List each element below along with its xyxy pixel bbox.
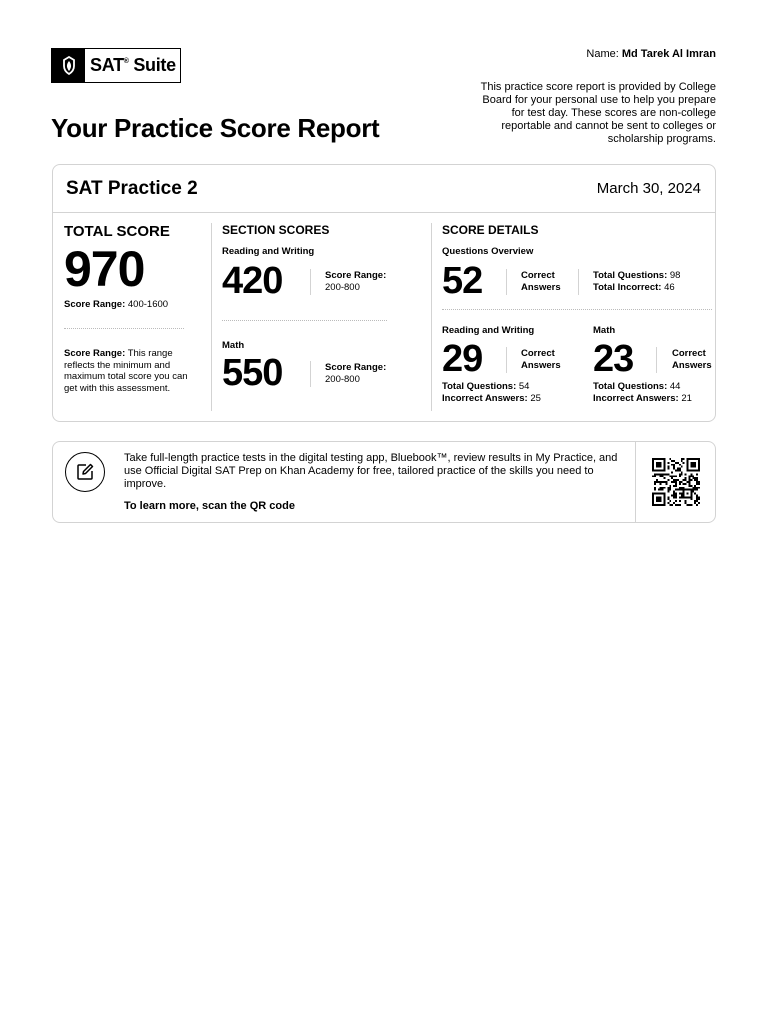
acorn-shield-icon	[52, 49, 85, 82]
rw-detail-totals: Total Questions: 54 Incorrect Answers: 25	[442, 381, 541, 404]
score-details-label: SCORE DETAILS	[442, 223, 539, 237]
score-details-column	[442, 223, 712, 257]
math-section-score: 550	[222, 352, 283, 394]
separator	[635, 442, 636, 522]
separator	[222, 320, 387, 321]
separator	[442, 309, 712, 310]
separator	[310, 361, 311, 387]
separator	[506, 347, 507, 373]
rw-correct-caption: Correct Answers	[521, 348, 561, 371]
rw-section-range: Score Range: 200-800	[325, 270, 387, 293]
column-divider	[431, 223, 432, 411]
math-detail-label: Math	[593, 325, 616, 336]
separator	[578, 269, 579, 295]
total-score-column	[64, 223, 204, 310]
math-correct-caption: Correct Answers	[672, 348, 712, 371]
section-scores-column	[222, 223, 422, 257]
score-card	[52, 164, 716, 422]
rw-detail-label: Reading and Writing	[442, 325, 535, 336]
banner-text: Take full-length practice tests in the digital testing app, Bluebook™, review results in My Practice, and use Official Digital SAT Prep on Khan Academy for free, tailored practice of the skills you need to improve.	[124, 452, 618, 490]
separator	[506, 269, 507, 295]
math-detail-totals: Total Questions: 44 Incorrect Answers: 21	[593, 381, 692, 404]
page-title: Your Practice Score Report	[51, 113, 380, 143]
banner-cta: To learn more, scan the QR code	[124, 500, 295, 512]
rw-section-score: 420	[222, 260, 283, 302]
total-score-note: Score Range: This range reflects the minimum and maximum total score you can get with this assessment.	[64, 348, 188, 394]
rw-section-label: Reading and Writing	[222, 246, 315, 257]
section-scores-label: SECTION SCORES	[222, 223, 330, 237]
card-header	[53, 165, 715, 213]
rw-correct-count: 29	[442, 338, 483, 380]
overview-correct-caption: Correct Answers	[521, 270, 561, 293]
test-name: SAT Practice 2	[66, 177, 198, 199]
separator	[656, 347, 657, 373]
test-date: March 30, 2024	[596, 180, 701, 197]
total-score-value: 970	[64, 241, 145, 297]
column-divider	[211, 223, 212, 411]
student-name: Name: Md Tarek Al Imran	[586, 48, 716, 60]
separator	[310, 269, 311, 295]
qr-code-icon[interactable]	[652, 458, 700, 506]
math-section-range: Score Range: 200-800	[325, 362, 387, 385]
edit-icon	[65, 452, 105, 492]
math-section-label: Math	[222, 340, 245, 351]
logo-wordmark: SAT ® Suite	[90, 55, 176, 75]
separator	[64, 328, 184, 329]
overview-correct-count: 52	[442, 260, 483, 302]
total-score-label: TOTAL SCORE	[64, 223, 170, 240]
questions-overview-label: Questions Overview	[442, 246, 534, 257]
disclaimer-text: This practice score report is provided by College Board for your personal use to help you prepare for test day. These scores are non-college reportable and cannot be sent to colleges or scholarship programs.	[480, 81, 716, 145]
sat-suite-logo	[51, 48, 181, 83]
total-score-range: Score Range: 400-1600	[64, 299, 169, 310]
practice-banner	[52, 441, 716, 523]
math-correct-count: 23	[593, 338, 634, 380]
overview-totals: Total Questions: 98 Total Incorrect: 46	[593, 270, 681, 293]
